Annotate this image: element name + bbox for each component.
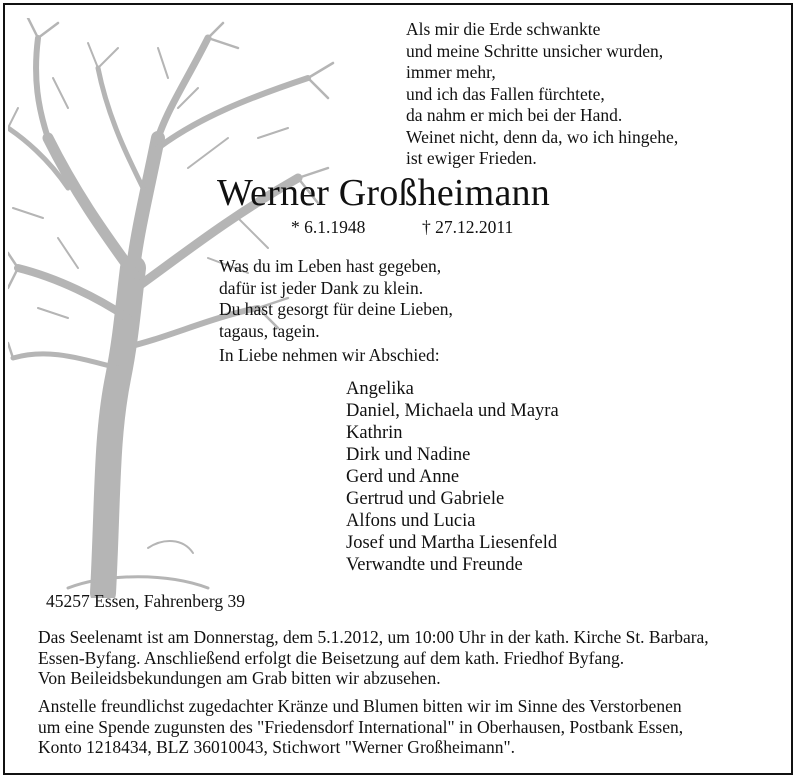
death-date: † 27.12.2011 xyxy=(422,217,514,237)
service-notice xyxy=(38,627,758,689)
donation-line: Konto 1218434, BLZ 36010043, Stichwort "Werner Großheimann". xyxy=(38,737,516,757)
service-line: Das Seelenamt ist am Donnerstag, dem 5.1.2012, um 10:00 Uhr in der kath. Kirche St. Barbara, xyxy=(38,627,709,647)
mourner-name: Alfons und Lucia xyxy=(346,511,476,531)
motto-line: immer mehr, xyxy=(406,62,496,82)
motto-line: Als mir die Erde schwankte xyxy=(406,19,601,39)
motto-line: und meine Schritte unsicher wurden, xyxy=(406,40,664,61)
donation-line: um eine Spende zugunsten des "Friedensdorf International" in Oberhausen, Postbank Essen, xyxy=(38,716,684,737)
mourner-name: Verwandte und Freunde xyxy=(346,555,523,575)
verse-line: tagaus, tagein. xyxy=(219,320,320,341)
mourner-name: Kathrin xyxy=(346,423,403,443)
motto-poem xyxy=(406,19,678,170)
mourner-name: Angelika xyxy=(346,379,414,399)
family-address: 45257 Essen, Fahrenberg 39 xyxy=(46,591,245,611)
mourners-list xyxy=(346,378,559,576)
mourner-name: Dirk und Nadine xyxy=(346,445,471,465)
memorial-verse xyxy=(219,256,453,342)
mourner-name: Gerd und Anne xyxy=(346,467,460,487)
donation-notice xyxy=(38,696,758,758)
farewell-text: In Liebe nehmen wir Abschied: xyxy=(219,345,440,365)
mourner-name: Gertrud und Gabriele xyxy=(346,489,505,509)
deceased-name: Werner Großheimann xyxy=(217,172,550,214)
service-line: Essen-Byfang. Anschließend erfolgt die Beisetzung auf dem kath. Friedhof Byfang. xyxy=(38,647,625,668)
verse-line: Du hast gesorgt für deine Lieben, xyxy=(219,299,453,319)
motto-line: Weinet nicht, denn da, wo ich hingehe, xyxy=(406,126,679,147)
mourner-name: Daniel, Michaela und Mayra xyxy=(346,401,559,421)
motto-line: da nahm er mich bei der Hand. xyxy=(406,105,623,125)
motto-line: ist ewiger Frieden. xyxy=(406,148,537,168)
birth-date: * 6.1.1948 xyxy=(291,217,366,237)
motto-line: und ich das Fallen fürchtete, xyxy=(406,83,605,104)
mourner-name: Josef und Martha Liesenfeld xyxy=(346,533,558,553)
donation-line: Anstelle freundlichst zugedachter Kränze und Blumen bitten wir im Sinne des Verstorbenen xyxy=(38,696,682,716)
verse-line: dafür ist jeder Dank zu klein. xyxy=(219,277,424,298)
service-line: Von Beileidsbekundungen am Grab bitten wir abzusehen. xyxy=(38,668,441,688)
verse-line: Was du im Leben hast gegeben, xyxy=(219,256,442,276)
